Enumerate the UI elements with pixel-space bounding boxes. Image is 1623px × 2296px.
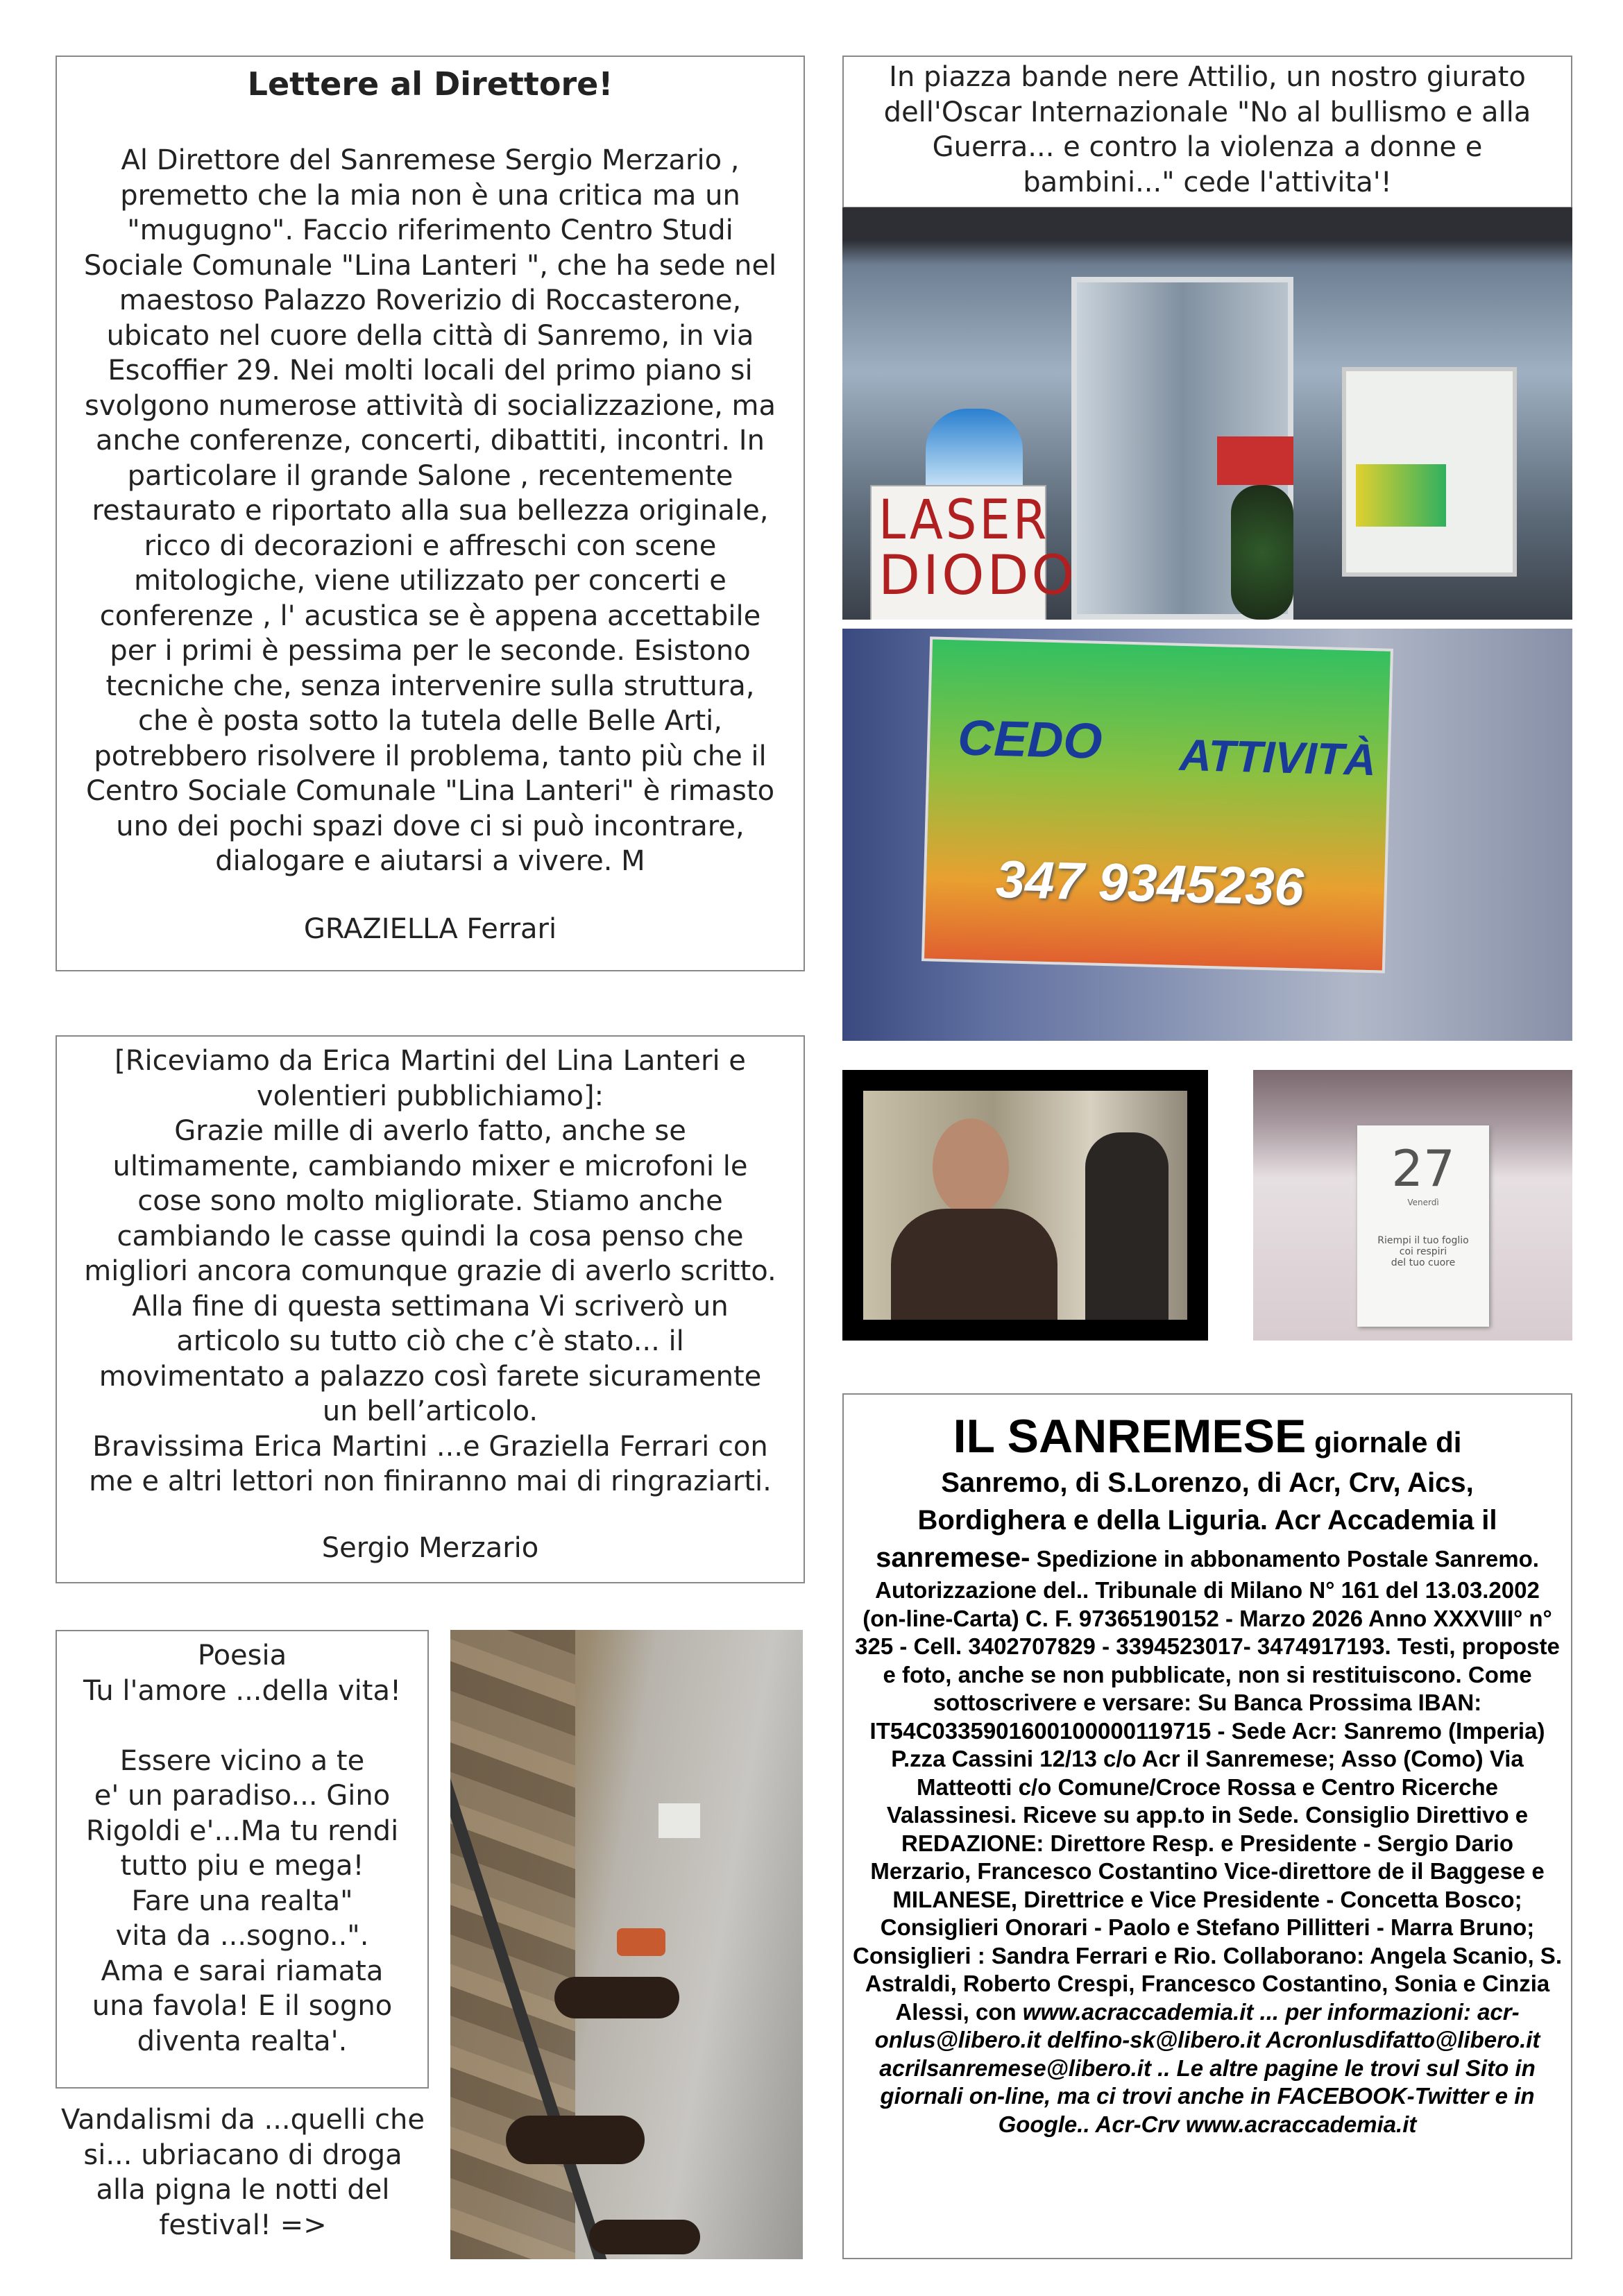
calendar-photo [1253,1070,1572,1341]
masthead-subtitle: Sanremo, di S.Lorenzo, di Acr, Crv, Aics, Bordighera e della Liguria. Acr Accademia il sanremese- [876,1468,1497,1573]
masthead-contacts: www.acraccademia.it ... per informazioni: acr-onlus@libero.it delfino-sk@libero.it Acronlusdifatto@libero.it acrilsanremese@libero.it .. Le altre pagine le trovi sul Sito in giornali on-line, ma ci trovi anche in FACEBOOK-Twitter e in Google.. Acr-Crv www.acraccademia.it [874,1998,1540,2137]
masthead-body: Spedizione in abbonamento Postale Sanremo. Autorizzazione del.. Tribunale di Milano N° 161 del 13.03.2002 (on-line-Carta) C. F. 97365190152 - Marzo 2026 Anno XXXVIII° n° 325 - Cell. 3402707829 - 3394523017- 3474917193. Testi, proposte e foto, anche se non pubblicate, non si restituiscono. Come sottoscrivere e versare: Su Banca Prossima IBAN: IT54C0335901600100000119715 - Sede Acr: Sanremo (Imperia) P.zza Cassini 12/13 c/o Acr il Sanremese; Asso (Como) Via Matteotti c/o Comune/Croce Rossa e Centro Ricerche Valassinesi. Riceve su app.to in Sede. Consiglio Direttivo e REDAZIONE: Direttore Resp. e Presidente - Sergio Dario Merzario, Francesco Costantino Vice-direttore de il Baggese e MILANESE, Direttrice e Vice Presidente - Concetta Bosco; Consiglieri Onorari - Paolo e Stefano Pillitteri - Marra Bruno; Consiglieri : Sandra Ferrari e Rio. Collaborano: Angela Scanio, S. Astraldi, Roberto Crespi, Francesco Costantino, Sonia e Cinzia Alessi, con [853,1546,1562,2025]
poem-box [56,1630,429,2089]
poster-attivita: ATTIVITÀ [1178,729,1377,785]
letter-to-director-box [56,56,805,971]
letter-signature: GRAZIELLA Ferrari [303,913,557,945]
video-still-photo [842,1070,1208,1341]
masthead-title: IL SANREMESE [953,1410,1307,1463]
letter-title: Lettere al Direttore! [247,65,613,103]
shop-front-photo [842,207,1572,620]
shop-sign-diodo: DIODO [878,545,1077,607]
poster-phone: 347 9345236 [994,849,1305,917]
poem-text: Poesia Tu l'amore ...della vita! Essere vicino a te e' un paradiso... Gino Rigoldi e'...Ma tu rendi tutto piu e mega! Fare una realta" vita da ...sogno..". Ama e sarai riamata una favola! E il sogno diventa realta'. [83,1640,401,2057]
reply-letter-signature: Sergio Merzario [321,1532,539,1564]
vandalism-caption: Vandalismi da ...quelli che si... ubriacano di droga alla pigna le notti del festival! => [60,2104,425,2241]
poster-cedo: CEDO [957,710,1103,769]
vandalized-stairs-photo [450,1630,803,2259]
bullismo-caption-box [842,56,1572,208]
cedo-attivita-photo [842,629,1572,1041]
calendar-quote: Riempi il tuo foglio coi respiri del tuo cuore [1377,1235,1469,1268]
masthead-text [852,1464,1563,2138]
calendar-day: 27 [1391,1139,1455,1198]
masthead-box [842,1393,1572,2259]
reply-letter-box [56,1035,805,1583]
calendar-weekday: Venerdì [1407,1198,1439,1207]
masthead-title-suffix: giornale di [1306,1426,1462,1459]
letter-body: Al Direttore del Sanremese Sergio Merzario , premetto che la mia non è una critica ma un "mugugno". Faccio riferimento Centro Studi Sociale Comunale "Lina Lanteri ", che ha sede nel maestoso Palazzo Roverizio di Roccasterone, ubicato nel cuore della città di Sanremo, in via Escoffier 29. Nei molti locali del primo piano si svolgono numerose attività di socializzazione, ma anche conferenze, concerti, dibattiti, incontri. In particolare il grande Salone , recentemente restaurato e riportato alla sua bellezza originale, ricco di decorazioni e affreschi con scene mitologiche, viene utilizzato per concerti e conferenze , l' acustica se è appena accettabile per i primi è pessima per le seconde. Esistono tecniche che, senza intervenire sulla struttura, che è posta sotto la tutela delle Belle Arti, potrebbero risolvere il problema, tanto più che il Centro Sociale Comunale "Lina Lanteri" è rimasto uno dei pochi spazi dove ci si può incontrare, dialogare e aiutarsi a vivere. M [83,144,777,877]
shop-sign-laser: LASER [878,489,1050,552]
bullismo-caption: In piazza bande nere Attilio, un nostro giurato dell'Oscar Internazionale "No al bullismo e alla Guerra... e contro la violenza a donne e bambini..." cede l'attivita'! [883,61,1531,198]
reply-letter-body: [Riceviamo da Erica Martini del Lina Lanteri e volentieri pubblichiamo]: Grazie mille di averlo fatto, anche se ultimamente, cambiando mixer e microfoni le cose sono molto migliorate. Stiamo anche cambiando le casse quindi la cosa penso che migliori ancora comunque grazie di averlo scritto. Alla fine di questa settimana Vi scriverò un articolo su tutto ciò che c’è stato... il movimentato a palazzo così farete sicuramente un bell’articolo. Bravissima Erica Martini ...e Graziella Ferrari con me e altri lettori non finiranno mai di ringraziarti. [84,1045,776,1497]
